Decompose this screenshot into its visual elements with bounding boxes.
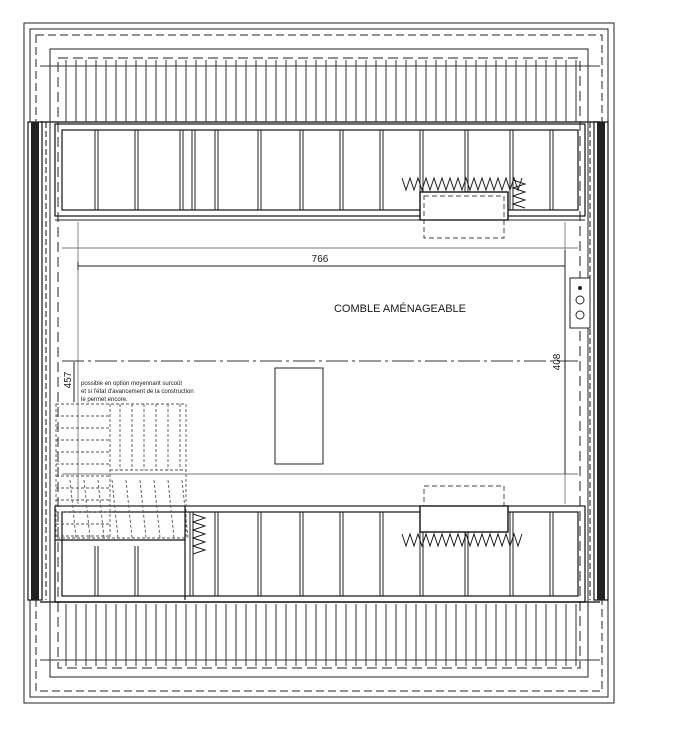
depth-dimension-text: 408 <box>552 353 563 371</box>
left-wall <box>28 122 46 600</box>
roof-outline <box>24 23 614 703</box>
right-wall <box>590 122 608 600</box>
bottom-rafter-band <box>40 602 600 666</box>
stair-note-line-2: et si l'état d'avancement de la construction <box>81 389 194 395</box>
wall-fixture <box>570 278 590 328</box>
stair-note-line-1: possible en option moyennant surcoût <box>81 381 183 387</box>
central-opening <box>275 368 323 464</box>
right-insulation-coil <box>513 180 525 208</box>
top-rafter-band <box>40 60 600 122</box>
width-dimension-text: 766 <box>311 254 329 265</box>
optional-staircase <box>56 404 188 538</box>
left-insulation-coil <box>193 514 205 554</box>
stair-dimension-text: 457 <box>63 371 74 389</box>
room-label: COMBLE AMÉNAGEABLE <box>333 303 467 315</box>
stair-note-line-3: le permet encore. <box>81 397 128 403</box>
